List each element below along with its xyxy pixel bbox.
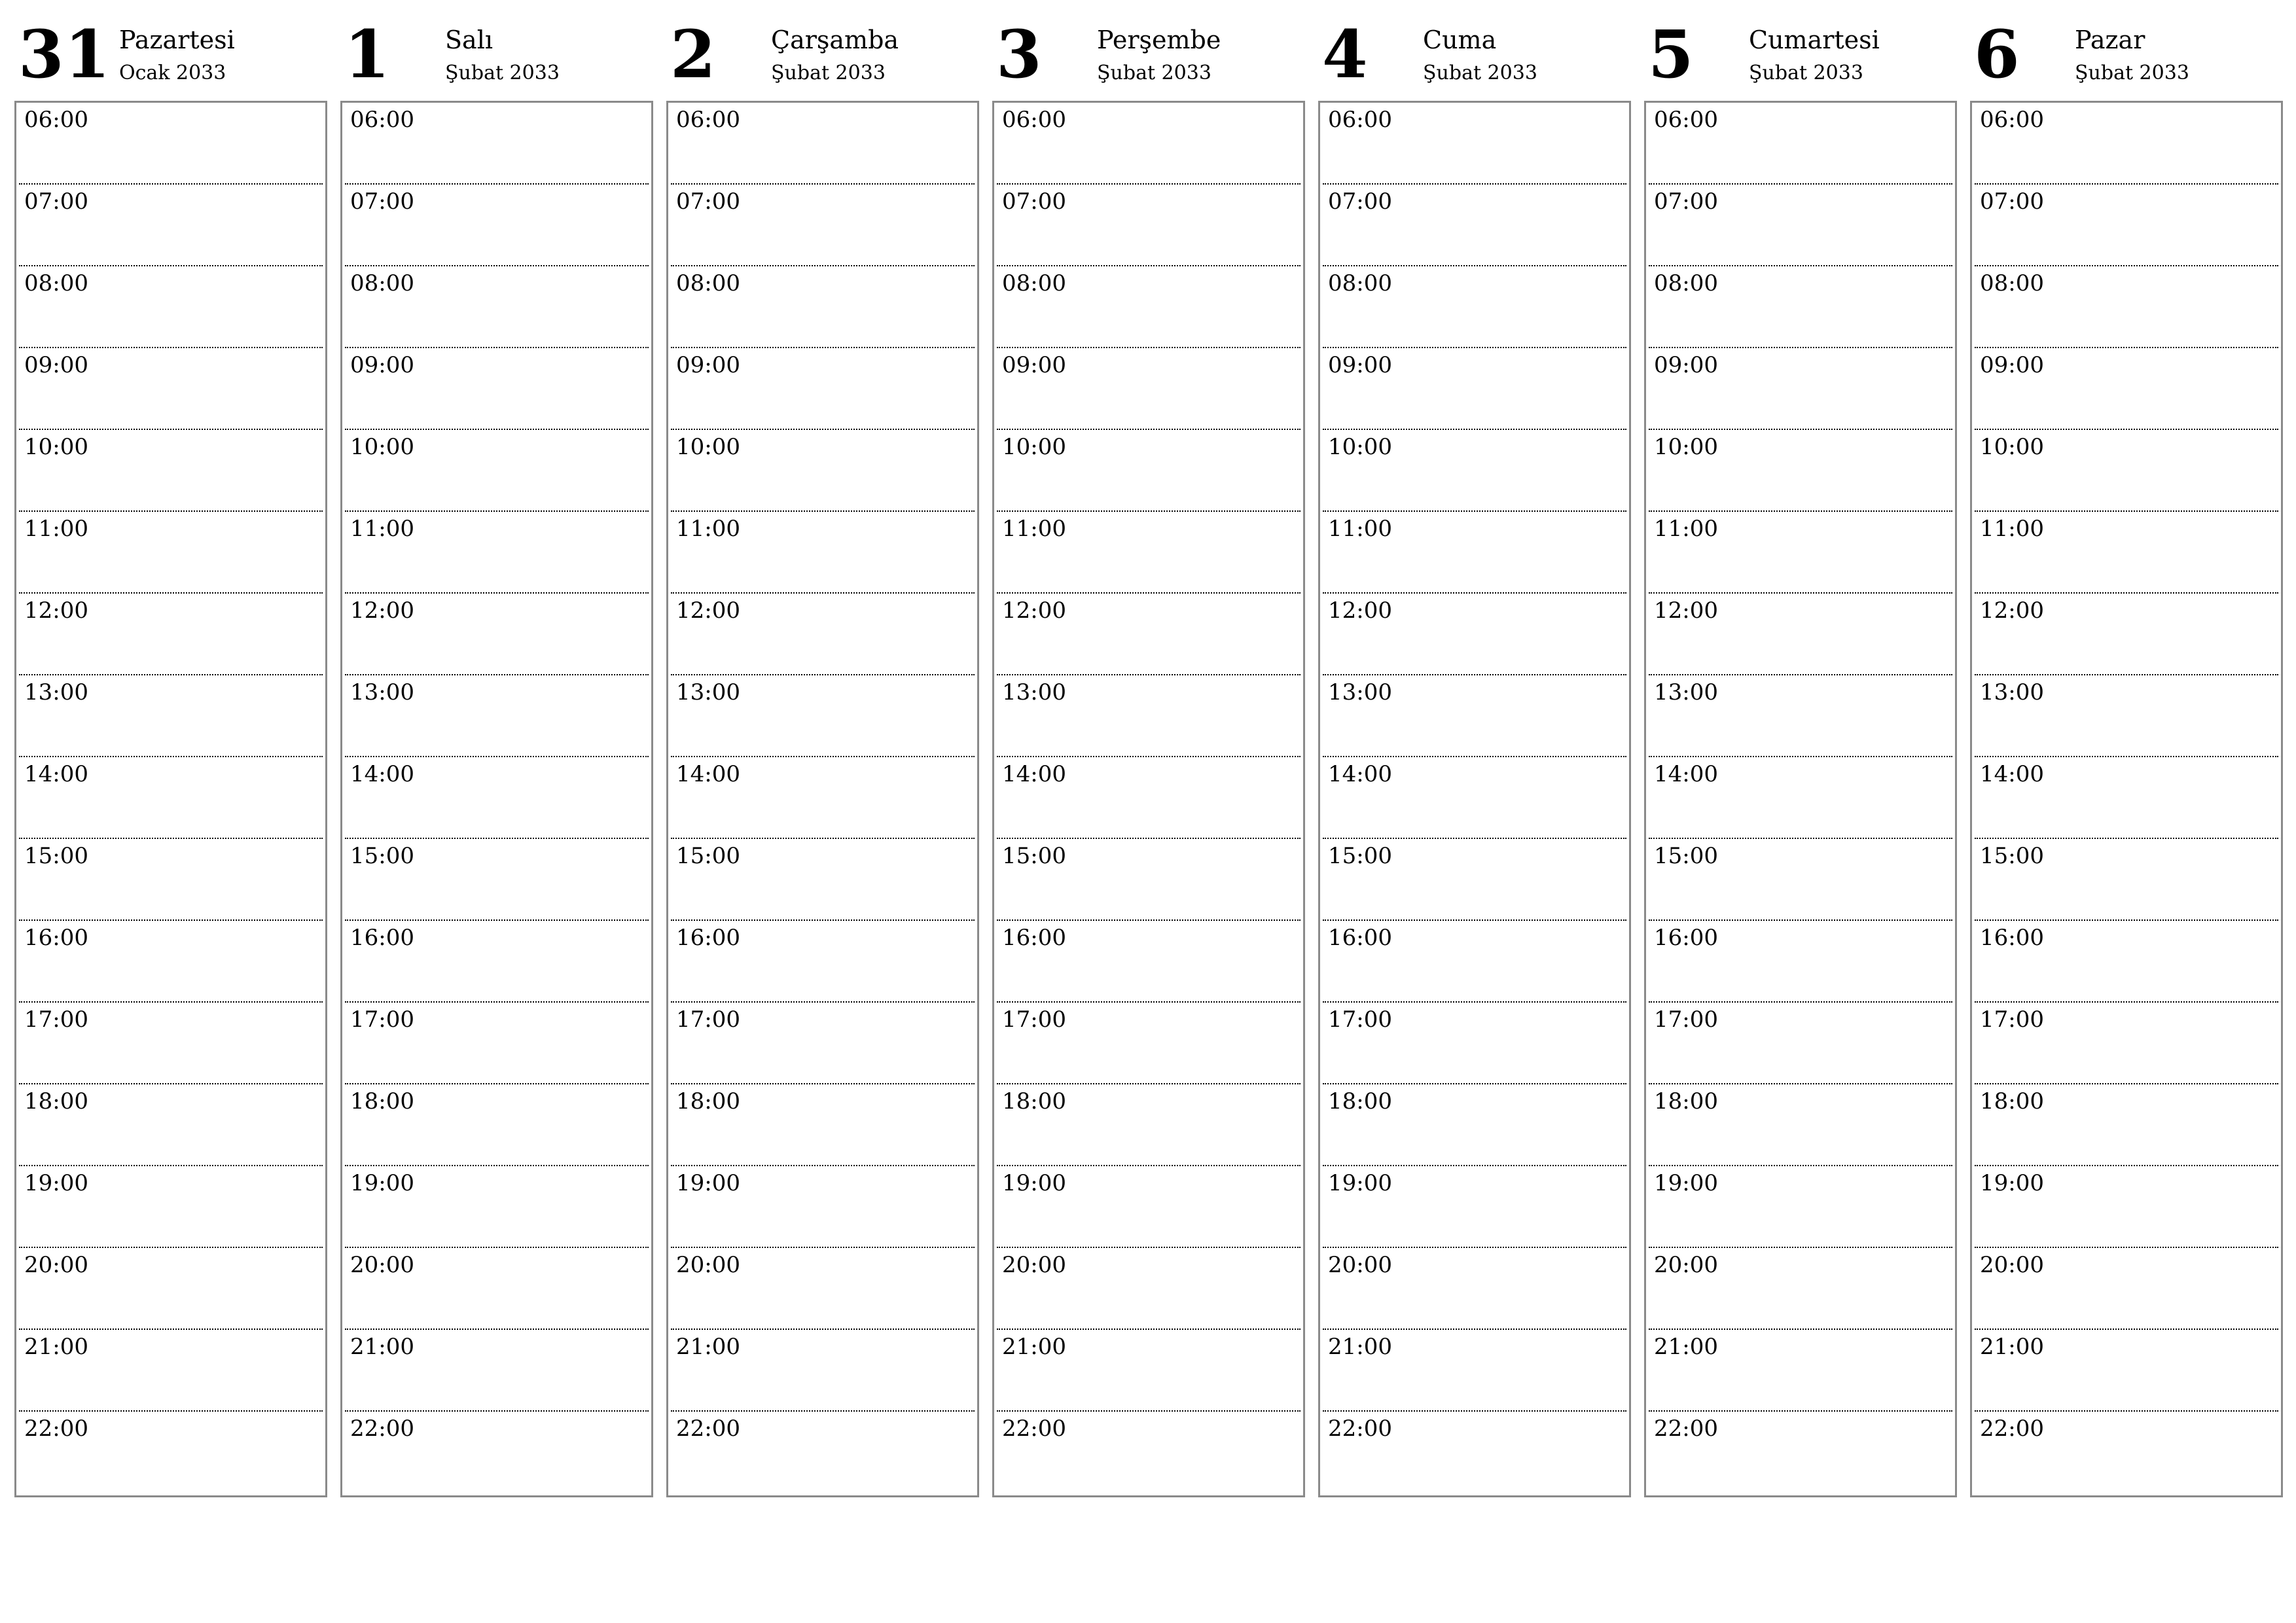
time-slot	[997, 1003, 1300, 1084]
time-slot	[1975, 1330, 2278, 1412]
time-slot	[1975, 1003, 2278, 1084]
time-slot	[1649, 512, 1952, 594]
day-column	[340, 0, 653, 1499]
day-name: Pazartesi	[119, 26, 235, 54]
day-name: Pazar	[2075, 26, 2145, 54]
time-slot	[1323, 348, 1626, 430]
time-slot	[1323, 103, 1626, 185]
time-label: 21:00	[1654, 1334, 1718, 1360]
day-header	[1644, 0, 1957, 98]
time-label: 17:00	[1980, 1007, 2044, 1033]
time-slot	[671, 921, 975, 1003]
time-slot	[345, 430, 649, 512]
time-label: 06:00	[1654, 107, 1718, 133]
time-slot	[1649, 185, 1952, 266]
time-label: 20:00	[24, 1252, 88, 1278]
time-slot	[1323, 1412, 1626, 1493]
time-slot	[19, 1412, 323, 1493]
time-slot	[997, 921, 1300, 1003]
time-label: 06:00	[24, 107, 88, 133]
time-slot	[1975, 757, 2278, 839]
time-slot	[1323, 1003, 1626, 1084]
time-label: 20:00	[676, 1252, 740, 1278]
time-slot	[345, 103, 649, 185]
time-slot	[19, 1084, 323, 1166]
time-label: 18:00	[350, 1088, 414, 1115]
time-slot	[345, 266, 649, 348]
time-slot	[1975, 266, 2278, 348]
time-label: 10:00	[1654, 434, 1718, 460]
time-slot	[1975, 594, 2278, 675]
time-label: 18:00	[1980, 1088, 2044, 1115]
time-slot	[345, 1248, 649, 1330]
time-slot	[997, 1412, 1300, 1493]
time-slot	[997, 430, 1300, 512]
time-label: 14:00	[676, 761, 740, 787]
time-label: 22:00	[676, 1416, 740, 1442]
time-slot	[345, 921, 649, 1003]
time-label: 21:00	[1002, 1334, 1066, 1360]
day-month-year: Şubat 2033	[2075, 62, 2189, 84]
time-slot	[1649, 1330, 1952, 1412]
time-label: 16:00	[1980, 925, 2044, 951]
time-label: 13:00	[1002, 679, 1066, 705]
time-slot	[345, 594, 649, 675]
time-slot	[997, 103, 1300, 185]
time-label: 14:00	[1980, 761, 2044, 787]
time-slot	[19, 757, 323, 839]
time-slot	[997, 1330, 1300, 1412]
time-slot	[671, 1003, 975, 1084]
time-label: 14:00	[1654, 761, 1718, 787]
time-slot	[671, 1330, 975, 1412]
time-label: 11:00	[24, 516, 88, 542]
time-slot	[19, 266, 323, 348]
time-label: 18:00	[24, 1088, 88, 1115]
time-slot	[345, 1166, 649, 1248]
time-slot	[345, 512, 649, 594]
time-slot	[1323, 1248, 1626, 1330]
time-slot	[671, 757, 975, 839]
day-schedule-box	[666, 101, 979, 1497]
time-label: 17:00	[24, 1007, 88, 1033]
day-month-year: Şubat 2033	[1097, 62, 1211, 84]
time-label: 09:00	[1002, 352, 1066, 378]
time-slot	[19, 1003, 323, 1084]
time-label: 20:00	[350, 1252, 414, 1278]
time-slot	[1323, 430, 1626, 512]
time-slot	[671, 185, 975, 266]
time-slot	[1323, 185, 1626, 266]
time-label: 19:00	[24, 1170, 88, 1196]
time-label: 11:00	[1002, 516, 1066, 542]
day-name: Salı	[445, 26, 493, 54]
time-slot	[345, 1084, 649, 1166]
time-slot	[1975, 512, 2278, 594]
time-slot	[671, 430, 975, 512]
time-label: 20:00	[1654, 1252, 1718, 1278]
time-label: 17:00	[676, 1007, 740, 1033]
time-label: 11:00	[1328, 516, 1392, 542]
time-label: 22:00	[24, 1416, 88, 1442]
time-label: 13:00	[676, 679, 740, 705]
time-label: 13:00	[1980, 679, 2044, 705]
time-slot	[1975, 103, 2278, 185]
time-label: 18:00	[1654, 1088, 1718, 1115]
day-schedule-box	[340, 101, 653, 1497]
day-number: 5	[1648, 16, 1695, 93]
day-schedule-box	[1318, 101, 1631, 1497]
time-slot	[997, 1248, 1300, 1330]
time-slot	[671, 1084, 975, 1166]
time-label: 12:00	[350, 597, 414, 624]
time-label: 22:00	[1980, 1416, 2044, 1442]
time-slot	[1323, 757, 1626, 839]
time-label: 16:00	[24, 925, 88, 951]
time-label: 16:00	[1328, 925, 1392, 951]
time-label: 22:00	[1654, 1416, 1718, 1442]
time-label: 15:00	[676, 843, 740, 869]
time-label: 12:00	[24, 597, 88, 624]
time-slot	[345, 348, 649, 430]
day-number: 31	[18, 16, 111, 93]
time-label: 13:00	[350, 679, 414, 705]
time-label: 22:00	[1328, 1416, 1392, 1442]
day-header	[1318, 0, 1631, 98]
time-slot	[671, 1166, 975, 1248]
time-label: 13:00	[24, 679, 88, 705]
time-slot	[345, 675, 649, 757]
time-label: 17:00	[1002, 1007, 1066, 1033]
time-slot	[1323, 512, 1626, 594]
day-header	[340, 0, 653, 98]
day-month-year: Şubat 2033	[445, 62, 560, 84]
time-label: 21:00	[1980, 1334, 2044, 1360]
time-label: 15:00	[1654, 843, 1718, 869]
time-label: 17:00	[1654, 1007, 1718, 1033]
time-label: 16:00	[1654, 925, 1718, 951]
day-month-year: Şubat 2033	[771, 62, 886, 84]
time-label: 19:00	[1002, 1170, 1066, 1196]
time-slot	[1649, 675, 1952, 757]
time-slot	[1323, 266, 1626, 348]
time-slot	[1975, 1248, 2278, 1330]
day-column	[1970, 0, 2283, 1499]
time-slot	[1323, 675, 1626, 757]
weekly-planner	[14, 0, 2283, 1499]
time-label: 18:00	[676, 1088, 740, 1115]
time-slot	[19, 430, 323, 512]
time-slot	[671, 103, 975, 185]
time-slot	[1323, 839, 1626, 921]
day-month-year: Ocak 2033	[119, 62, 226, 84]
time-label: 08:00	[24, 270, 88, 296]
time-slot	[997, 185, 1300, 266]
day-column	[992, 0, 1305, 1499]
time-slot	[1649, 430, 1952, 512]
time-slot	[1323, 1084, 1626, 1166]
time-label: 14:00	[350, 761, 414, 787]
time-slot	[345, 839, 649, 921]
time-label: 11:00	[1980, 516, 2044, 542]
time-slot	[671, 594, 975, 675]
time-label: 19:00	[676, 1170, 740, 1196]
day-column	[1644, 0, 1957, 1499]
time-label: 08:00	[1654, 270, 1718, 296]
time-label: 12:00	[676, 597, 740, 624]
time-label: 10:00	[1328, 434, 1392, 460]
day-header	[666, 0, 979, 98]
time-slot	[1323, 1330, 1626, 1412]
time-label: 15:00	[1328, 843, 1392, 869]
time-slot	[1649, 1248, 1952, 1330]
time-slot	[1975, 1412, 2278, 1493]
time-label: 09:00	[24, 352, 88, 378]
time-slot	[997, 839, 1300, 921]
time-label: 11:00	[676, 516, 740, 542]
time-label: 18:00	[1002, 1088, 1066, 1115]
time-label: 19:00	[1654, 1170, 1718, 1196]
time-slot	[19, 1248, 323, 1330]
time-slot	[345, 1412, 649, 1493]
time-slot	[1649, 594, 1952, 675]
time-slot	[19, 921, 323, 1003]
time-label: 19:00	[1980, 1170, 2044, 1196]
time-label: 07:00	[24, 188, 88, 215]
time-label: 07:00	[676, 188, 740, 215]
day-month-year: Şubat 2033	[1423, 62, 1537, 84]
day-header	[992, 0, 1305, 98]
day-number: 3	[996, 16, 1043, 93]
time-slot	[19, 594, 323, 675]
time-label: 08:00	[350, 270, 414, 296]
time-label: 09:00	[1328, 352, 1392, 378]
day-header	[1970, 0, 2283, 98]
time-label: 22:00	[1002, 1416, 1066, 1442]
time-label: 10:00	[24, 434, 88, 460]
time-slot	[997, 1084, 1300, 1166]
time-slot	[671, 512, 975, 594]
time-label: 08:00	[676, 270, 740, 296]
time-label: 09:00	[676, 352, 740, 378]
time-label: 10:00	[1002, 434, 1066, 460]
time-label: 12:00	[1980, 597, 2044, 624]
day-schedule-box	[14, 101, 327, 1497]
time-label: 10:00	[1980, 434, 2044, 460]
day-column	[666, 0, 979, 1499]
time-slot	[997, 266, 1300, 348]
time-label: 15:00	[1002, 843, 1066, 869]
time-slot	[997, 512, 1300, 594]
time-slot	[1975, 348, 2278, 430]
time-label: 08:00	[1980, 270, 2044, 296]
time-slot	[1649, 921, 1952, 1003]
time-slot	[1649, 1166, 1952, 1248]
day-number: 1	[344, 16, 391, 93]
time-label: 07:00	[1002, 188, 1066, 215]
time-slot	[997, 348, 1300, 430]
time-slot	[997, 675, 1300, 757]
time-label: 21:00	[1328, 1334, 1392, 1360]
time-label: 21:00	[350, 1334, 414, 1360]
day-name: Çarşamba	[771, 26, 899, 54]
time-label: 16:00	[676, 925, 740, 951]
time-label: 18:00	[1328, 1088, 1392, 1115]
time-label: 15:00	[24, 843, 88, 869]
time-slot	[671, 266, 975, 348]
time-label: 06:00	[1980, 107, 2044, 133]
time-slot	[671, 1248, 975, 1330]
time-label: 10:00	[350, 434, 414, 460]
time-slot	[671, 839, 975, 921]
time-slot	[1975, 430, 2278, 512]
time-slot	[19, 839, 323, 921]
time-label: 06:00	[1002, 107, 1066, 133]
time-slot	[671, 1412, 975, 1493]
time-slot	[1649, 266, 1952, 348]
day-schedule-box	[992, 101, 1305, 1497]
time-label: 21:00	[676, 1334, 740, 1360]
time-slot	[997, 1166, 1300, 1248]
time-slot	[1975, 1166, 2278, 1248]
time-slot	[1649, 757, 1952, 839]
time-slot	[1649, 1412, 1952, 1493]
day-header	[14, 0, 327, 98]
day-name: Cuma	[1423, 26, 1497, 54]
time-label: 13:00	[1654, 679, 1718, 705]
time-label: 14:00	[24, 761, 88, 787]
time-slot	[19, 185, 323, 266]
day-month-year: Şubat 2033	[1749, 62, 1863, 84]
time-slot	[1323, 1166, 1626, 1248]
time-label: 08:00	[1328, 270, 1392, 296]
time-slot	[345, 757, 649, 839]
time-label: 21:00	[24, 1334, 88, 1360]
day-schedule-box	[1644, 101, 1957, 1497]
time-label: 06:00	[676, 107, 740, 133]
time-label: 19:00	[350, 1170, 414, 1196]
time-slot	[1975, 1084, 2278, 1166]
time-slot	[1975, 921, 2278, 1003]
time-slot	[19, 1166, 323, 1248]
time-label: 14:00	[1328, 761, 1392, 787]
day-column	[14, 0, 327, 1499]
time-label: 14:00	[1002, 761, 1066, 787]
time-label: 20:00	[1328, 1252, 1392, 1278]
time-slot	[1323, 594, 1626, 675]
time-slot	[671, 675, 975, 757]
time-label: 07:00	[1980, 188, 2044, 215]
time-label: 12:00	[1002, 597, 1066, 624]
time-slot	[19, 103, 323, 185]
time-slot	[997, 594, 1300, 675]
time-slot	[19, 348, 323, 430]
time-slot	[19, 675, 323, 757]
time-label: 06:00	[350, 107, 414, 133]
day-name: Cumartesi	[1749, 26, 1880, 54]
time-label: 16:00	[350, 925, 414, 951]
time-label: 15:00	[350, 843, 414, 869]
time-label: 06:00	[1328, 107, 1392, 133]
time-slot	[1975, 839, 2278, 921]
time-slot	[1975, 185, 2278, 266]
time-label: 10:00	[676, 434, 740, 460]
time-slot	[1649, 348, 1952, 430]
time-label: 08:00	[1002, 270, 1066, 296]
time-slot	[671, 348, 975, 430]
time-label: 19:00	[1328, 1170, 1392, 1196]
time-label: 09:00	[1654, 352, 1718, 378]
time-label: 09:00	[350, 352, 414, 378]
time-slot	[19, 512, 323, 594]
time-slot	[1649, 1084, 1952, 1166]
time-slot	[1323, 921, 1626, 1003]
time-label: 22:00	[350, 1416, 414, 1442]
time-label: 16:00	[1002, 925, 1066, 951]
day-number: 4	[1322, 16, 1369, 93]
time-label: 13:00	[1328, 679, 1392, 705]
time-label: 12:00	[1654, 597, 1718, 624]
time-slot	[1649, 839, 1952, 921]
day-column	[1318, 0, 1631, 1499]
day-number: 6	[1974, 16, 2020, 93]
time-label: 17:00	[350, 1007, 414, 1033]
time-label: 15:00	[1980, 843, 2044, 869]
day-schedule-box	[1970, 101, 2283, 1497]
day-number: 2	[670, 16, 717, 93]
time-slot	[1649, 1003, 1952, 1084]
time-label: 11:00	[350, 516, 414, 542]
time-label: 07:00	[1328, 188, 1392, 215]
time-label: 07:00	[1654, 188, 1718, 215]
time-slot	[1649, 103, 1952, 185]
time-slot	[19, 1330, 323, 1412]
time-label: 17:00	[1328, 1007, 1392, 1033]
time-slot	[1975, 675, 2278, 757]
day-name: Perşembe	[1097, 26, 1221, 54]
time-slot	[997, 757, 1300, 839]
time-label: 09:00	[1980, 352, 2044, 378]
time-slot	[345, 1003, 649, 1084]
time-slot	[345, 1330, 649, 1412]
time-label: 20:00	[1980, 1252, 2044, 1278]
time-label: 20:00	[1002, 1252, 1066, 1278]
time-slot	[345, 185, 649, 266]
time-label: 07:00	[350, 188, 414, 215]
time-label: 12:00	[1328, 597, 1392, 624]
time-label: 11:00	[1654, 516, 1718, 542]
